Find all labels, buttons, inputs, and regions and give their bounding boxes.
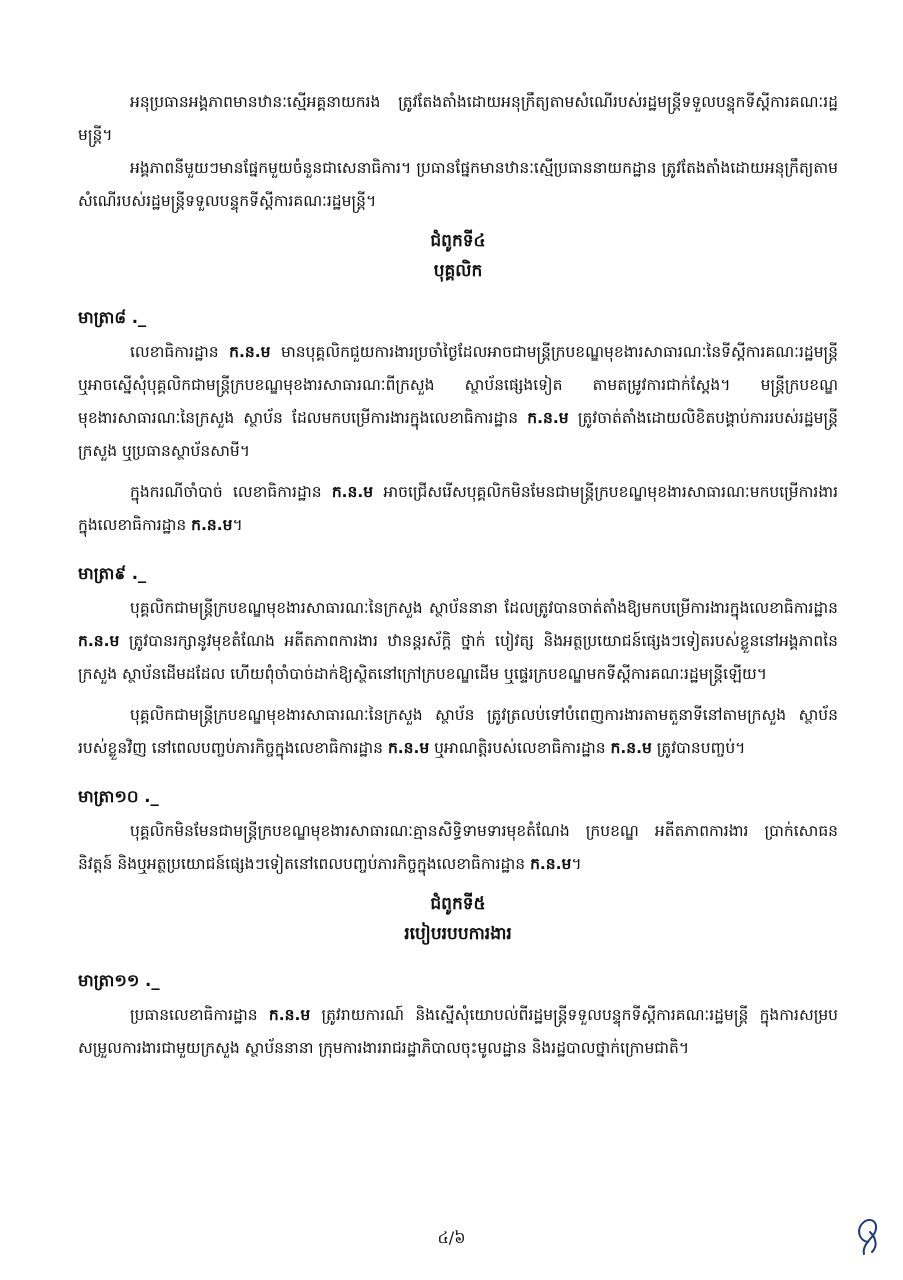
abbreviation: ក.ន.ម — [527, 409, 569, 427]
text-run: ប្រធានលេខាធិការដ្ឋាន — [130, 1006, 269, 1024]
chapter-title: របៀបរបបការងារ — [404, 924, 512, 944]
text-run: បុគ្គលិកមិនមែនជាមន្ត្រីក្របខណ្ឌមុខងារសាធារណៈគ្មានសិទ្ធិទាមទារមុខតំណែង ក្របខណ្ឌ អតីតភាពការងារ ប្រាក់សោធននិវត្តន៍ និងឬអត្ថប្រយោជន៍ផ្សេងៗទៀតនៅពេលបញ្ចប់ភារកិច្ចក្នុងលេខាធិការដ្ឋាន — [78, 822, 838, 873]
abbreviation: ក.ន.ម — [610, 739, 652, 757]
text-run: បុគ្គលិកជាមន្ត្រីក្របខណ្ឌមុខងារសាធារណៈនៃក្រសួង ស្ថាប័ននានា ដែលត្រូវបានចាត់តាំងឱ្យមកបម្រើការងារក្នុងលេខាធិការដ្ឋាន — [130, 599, 838, 617]
article-10-heading: មាត្រា១០ ._ — [78, 787, 159, 806]
chapter-number: ជំពូកទី៥ — [430, 894, 486, 914]
article-8-heading: មាត្រា៨ ._ — [78, 308, 147, 327]
chapter-title: បុគ្គលិក — [433, 261, 483, 281]
handwritten-initials-icon — [852, 1212, 884, 1260]
text-run: អាចជ្រើសរើសបុគ្គលិកមិនមែនជាមន្ត្រីក្របខណ្ឌមុខងារសាធារណៈមកបម្រើការងារក្នុងលេខាធិការដ្ឋាន — [78, 483, 838, 534]
text-run: ត្រូវរាយការណ៍ និងស្នើសុំយោបល់ពីរដ្ឋមន្ត្រីទទួលបន្ទុកទីស្តីការគណៈរដ្ឋមន្ត្រី ក្នុងការសម្របសម្រួលការងារជាមួយក្រសួង ស្ថាប័ននានា ក្រុមការងាររាជរដ្ឋាភិបាលចុះមូលដ្ឋាន និងរដ្ឋបាលថ្នាក់ក្រោមជាតិ។ — [78, 1006, 838, 1057]
text-run: ត្រូវបានរក្សានូវមុខតំណែង អតីតភាពការងារ ឋានន្តរស័ក្តិ ថ្នាក់ បៀវត្ស និងអត្ថប្រយោជន៍ផ្សេងៗទៀតរបស់ខ្លួននៅអង្គភាពនៃក្រសួង ស្ថាប័នដើមដដែល ហើយពុំចាំបាច់ដាក់ឱ្យស្ថិតនៅក្រៅក្របខណ្ឌដើម ឬផ្ទេរក្របខណ្ឌមកទីស្តីការគណៈរដ្ឋមន្ត្រីឡើយ។ — [78, 632, 838, 683]
document-body — [78, 86, 838, 1065]
text-run: ត្រូវបានបញ្ចប់។ — [651, 739, 746, 757]
chapter-number: ជំពូកទី៤ — [430, 231, 486, 251]
text-run: បុគ្គលិកជាមន្ត្រីក្របខណ្ឌមុខងារសាធារណៈនៃក្រសួង ស្ថាប័ន ត្រូវត្រលប់ទៅបំពេញការងារតាមតួនាទីនៅតាមក្រសួង ស្ថាប័នរបស់ខ្លួនវិញ នៅពេលបញ្ចប់ភារកិច្ចក្នុងលេខាធិការដ្ឋាន — [78, 706, 838, 757]
text-run: លេខាធិការដ្ឋាន — [130, 343, 230, 361]
text-run: មានបុគ្គលិកជួយការងារប្រចាំថ្ងៃដែលអាចជាមន្ត្រីក្របខណ្ឌមុខងារសាធារណៈនៃទីស្តីការគណៈរដ្ឋមន្ត្រី ឬអាចស្នើសុំបុគ្គលិកជាមន្ត្រីក្របខណ្ឌមុខងារសាធារណៈពីក្រសួង ស្ថាប័នផ្សេងទៀត តាមតម្រូវការជាក់ស្តែង។ មន្ត្រីក្របខណ្ឌមុខងារសាធារណៈនៃក្រសួង ស្ថាប័ន ដែលមកបម្រើការងារក្នុងលេខាធិការដ្ឋាន — [78, 343, 838, 427]
text-run: ក្នុងករណីចាំបាច់ លេខាធិការដ្ឋាន — [130, 483, 332, 501]
article-11-paragraph-1 — [78, 999, 838, 1065]
article-9-paragraph-1 — [78, 592, 838, 691]
intro-paragraph-1: អនុប្រធានអង្គភាពមានឋានៈស្មើអគ្គនាយករង ត្រូវតែងតាំងដោយអនុក្រឹត្យតាមសំណើរបស់រដ្ឋមន្ត្រីទទួលបន្ទុកទីស្តីការគណៈរដ្ឋមន្ត្រី។ — [78, 93, 838, 144]
abbreviation: ក.ន.ម — [229, 343, 271, 361]
abbreviation: ក.ន.ម — [387, 739, 430, 757]
abbreviation: ក.ន.ម — [331, 483, 374, 501]
article-9-paragraph-2 — [78, 699, 838, 765]
abbreviation: ក.ន.ម — [530, 855, 572, 873]
abbreviation: ក.ន.ម — [78, 632, 120, 650]
chapter-4-header — [78, 226, 838, 286]
text-run: ។ — [571, 855, 582, 873]
abbreviation: ក.ន.ម — [268, 1006, 311, 1024]
article-10-paragraph-1 — [78, 815, 838, 881]
text-run: ត្រូវចាត់តាំងដោយលិខិតបង្គាប់ការរបស់រដ្ឋមន្ត្រីក្រសួង ឬប្រធានស្ថាប័នសាមី។ — [78, 409, 838, 460]
text-run: ។ — [232, 516, 243, 534]
article-8-paragraph-1 — [78, 336, 838, 468]
text-run: ឬអាណត្តិរបស់លេខាធិការដ្ឋាន — [429, 739, 611, 757]
article-11-heading: មាត្រា១១ ._ — [78, 971, 160, 990]
article-8-paragraph-2 — [78, 476, 838, 542]
chapter-5-header — [78, 889, 838, 949]
page-number: ៤/៦ — [437, 1228, 466, 1247]
intro-paragraph-2: អង្គភាពនីមួយៗមានផ្នែកមួយចំនួនជាសេនាធិការ។ ប្រធានផ្នែកមានឋានៈស្មើប្រធាននាយកដ្ឋាន ត្រូវតែងតាំងដោយអនុក្រឹត្យតាមសំណើរបស់រដ្ឋមន្ត្រីទទួលបន្ទុកទីស្តីការគណៈរដ្ឋមន្ត្រី។ — [78, 159, 838, 210]
abbreviation: ក.ន.ម — [191, 516, 233, 534]
article-9-heading: មាត្រា៩ ._ — [78, 564, 147, 583]
